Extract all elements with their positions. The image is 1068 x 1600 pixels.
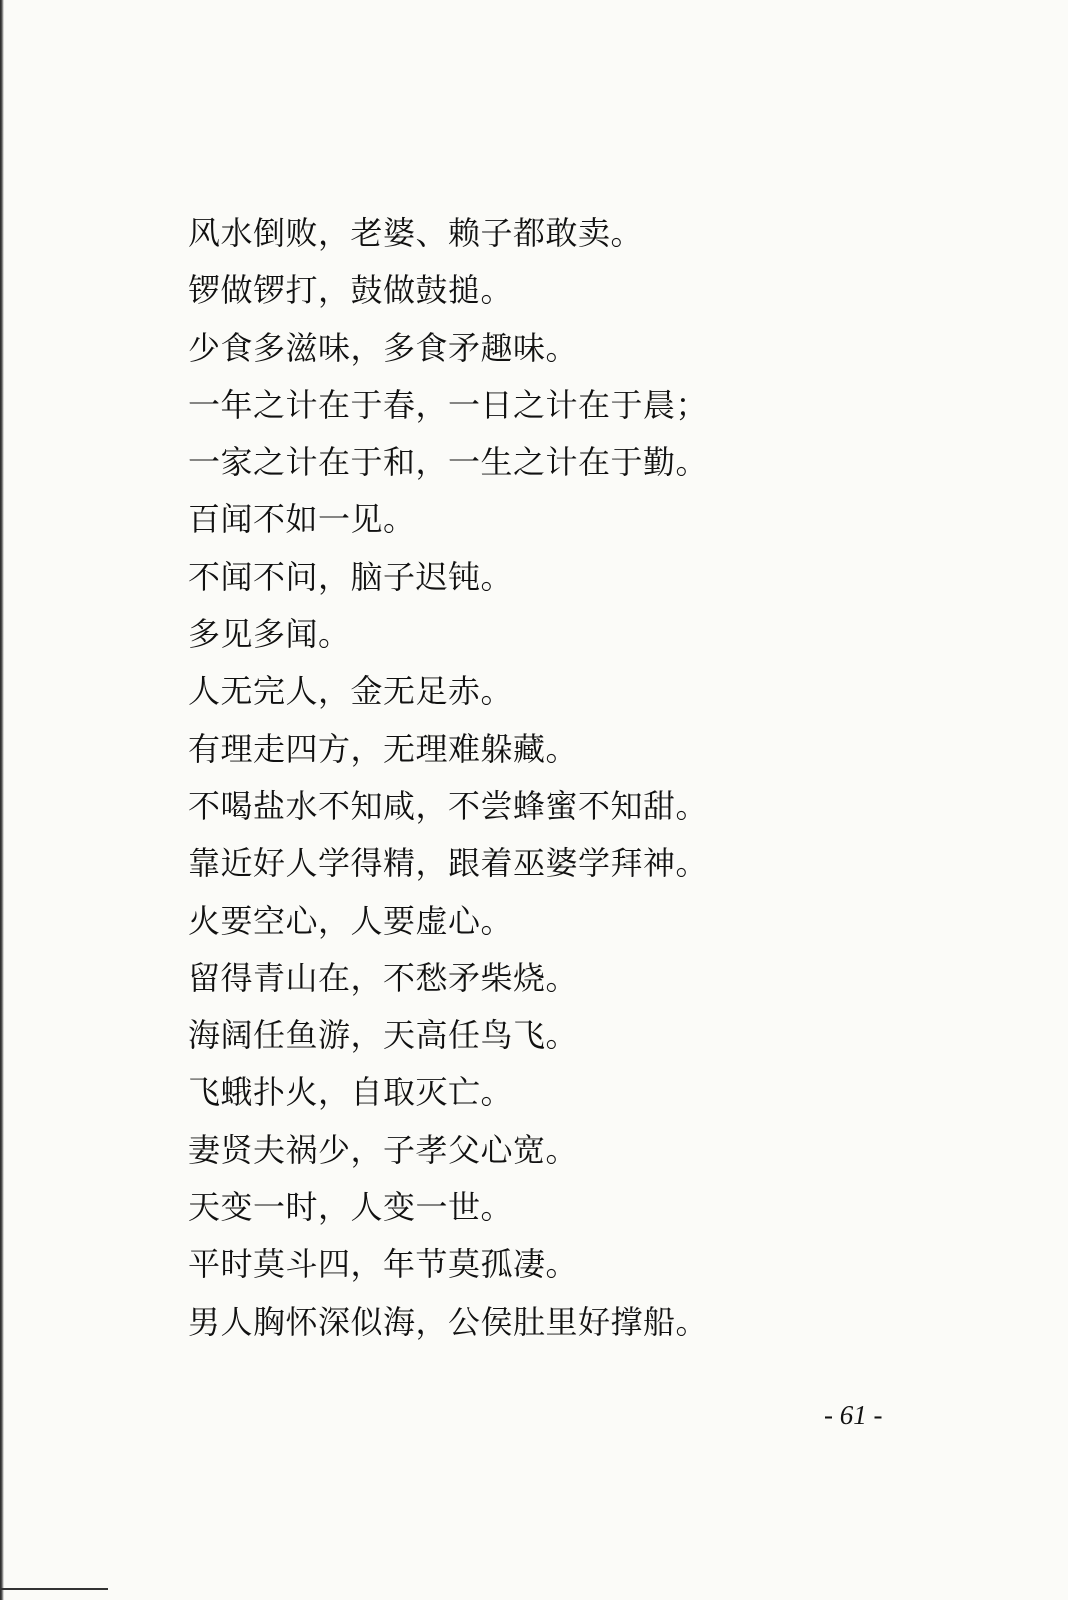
proverb-line: 男人胸怀深似海，公侯肚里好撑船。	[188, 1302, 709, 1341]
proverb-line: 天变一时，人变一世。	[188, 1188, 514, 1227]
proverb-line: 平时莫斗四，年节莫孤凄。	[188, 1245, 579, 1284]
proverb-line: 多见多闻。	[188, 615, 351, 654]
proverb-line: 百闻不如一见。	[188, 500, 416, 539]
proverb-line: 海阔任鱼游，天高任鸟飞。	[188, 1016, 579, 1055]
binding-edge	[0, 0, 4, 1600]
proverb-line: 人无完人，金无足赤。	[188, 672, 514, 711]
proverb-list	[188, 205, 708, 1351]
proverb-line: 有理走四方，无理难躲藏。	[188, 729, 579, 768]
proverb-line: 妻贤夫祸少，子孝父心宽。	[188, 1130, 579, 1169]
proverb-line: 留得青山在，不愁矛柴烧。	[188, 958, 579, 997]
proverb-line: 少食多滋味，多食矛趣味。	[188, 328, 579, 367]
proverb-line: 一年之计在于春，一日之计在于晨；	[188, 385, 709, 424]
proverb-line: 不喝盐水不知咸，不尝蜂蜜不知甜。	[188, 786, 709, 825]
proverb-line: 火要空心，人要虚心。	[188, 901, 514, 940]
page-number: - 61 -	[824, 1400, 883, 1430]
proverb-line: 不闻不问，脑子迟钝。	[188, 557, 514, 596]
proverb-line: 风水倒败，老婆、赖子都敢卖。	[188, 214, 644, 252]
proverb-line: 飞蛾扑火，自取灭亡。	[188, 1073, 514, 1112]
proverb-line: 锣做锣打，鼓做鼓搥。	[188, 271, 514, 310]
bottom-rule	[0, 1588, 108, 1590]
proverb-line: 一家之计在于和，一生之计在于勤。	[188, 443, 709, 482]
proverb-line: 靠近好人学得精，跟着巫婆学拜神。	[188, 844, 709, 883]
